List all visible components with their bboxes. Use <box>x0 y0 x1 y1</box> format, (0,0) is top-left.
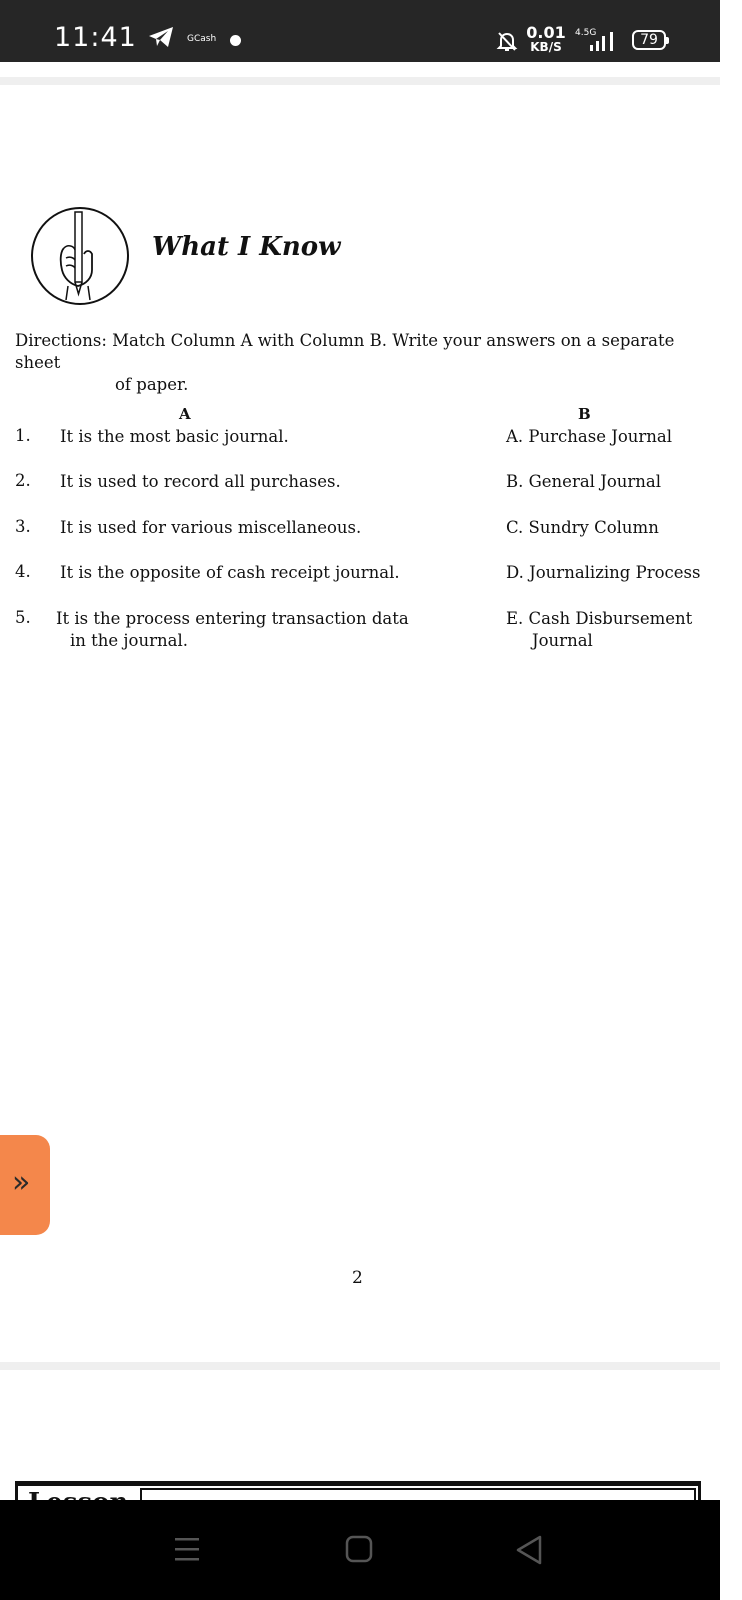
column-b-header: B <box>578 405 591 423</box>
directions-line-1: Directions: Match Column A with Column B. Write your answers on a separate sheet <box>15 331 675 372</box>
page-separator <box>0 1362 720 1370</box>
column-a-header: A <box>179 405 191 423</box>
network-speed <box>526 25 566 55</box>
column-b-item-continued: Journal <box>532 631 593 650</box>
page-separator <box>0 77 720 85</box>
row-number: 1. <box>15 426 31 445</box>
status-bar <box>0 0 720 62</box>
side-panel-expand-button[interactable] <box>0 1135 50 1235</box>
battery-indicator: 79 <box>632 30 666 50</box>
row-number: 5. <box>15 608 31 627</box>
column-a-item: It is used to record all purchases. <box>60 472 341 491</box>
directions-line-2: of paper. <box>115 375 189 394</box>
row-number: 4. <box>15 562 31 581</box>
row-number: 3. <box>15 517 31 536</box>
column-b-item: C. Sundry Column <box>506 518 659 537</box>
column-b-item: B. General Journal <box>506 472 662 491</box>
navigation-bar <box>0 1500 720 1600</box>
column-b-item: E. Cash Disbursement <box>506 609 693 628</box>
lesson-header-box <box>15 1481 701 1501</box>
page-number: 2 <box>352 1268 363 1288</box>
column-b-item: A. Purchase Journal <box>506 427 673 446</box>
signal-icon <box>588 32 618 56</box>
network-speed-value: 0.01 <box>526 23 566 42</box>
network-speed-unit: KB/S <box>530 40 562 54</box>
notification-dot-icon <box>230 35 241 46</box>
bell-muted-icon <box>496 30 518 56</box>
telegram-icon <box>148 26 174 52</box>
status-time: 11:41 <box>54 22 137 53</box>
hand-pencil-icon <box>28 204 132 308</box>
column-a-item: It is the opposite of cash receipt journal. <box>60 563 400 582</box>
double-chevron-right-icon: » <box>12 1165 31 1200</box>
back-button[interactable] <box>514 1534 546 1570</box>
column-b-item: D. Journalizing Process <box>506 563 701 582</box>
column-a-item: It is the process entering transaction data <box>56 609 409 628</box>
network-type: 4.5G <box>575 28 597 38</box>
gcash-notification-label: GCash <box>187 34 217 44</box>
column-a-item: It is used for various miscellaneous. <box>60 518 362 537</box>
row-number: 2. <box>15 471 31 490</box>
column-a-item: It is the most basic journal. <box>60 427 289 446</box>
home-button[interactable] <box>344 1534 376 1570</box>
directions <box>15 330 707 396</box>
page-title: What I Know <box>152 232 341 262</box>
column-a-item-continued: in the journal. <box>70 631 188 650</box>
recent-apps-button[interactable] <box>172 1534 204 1568</box>
